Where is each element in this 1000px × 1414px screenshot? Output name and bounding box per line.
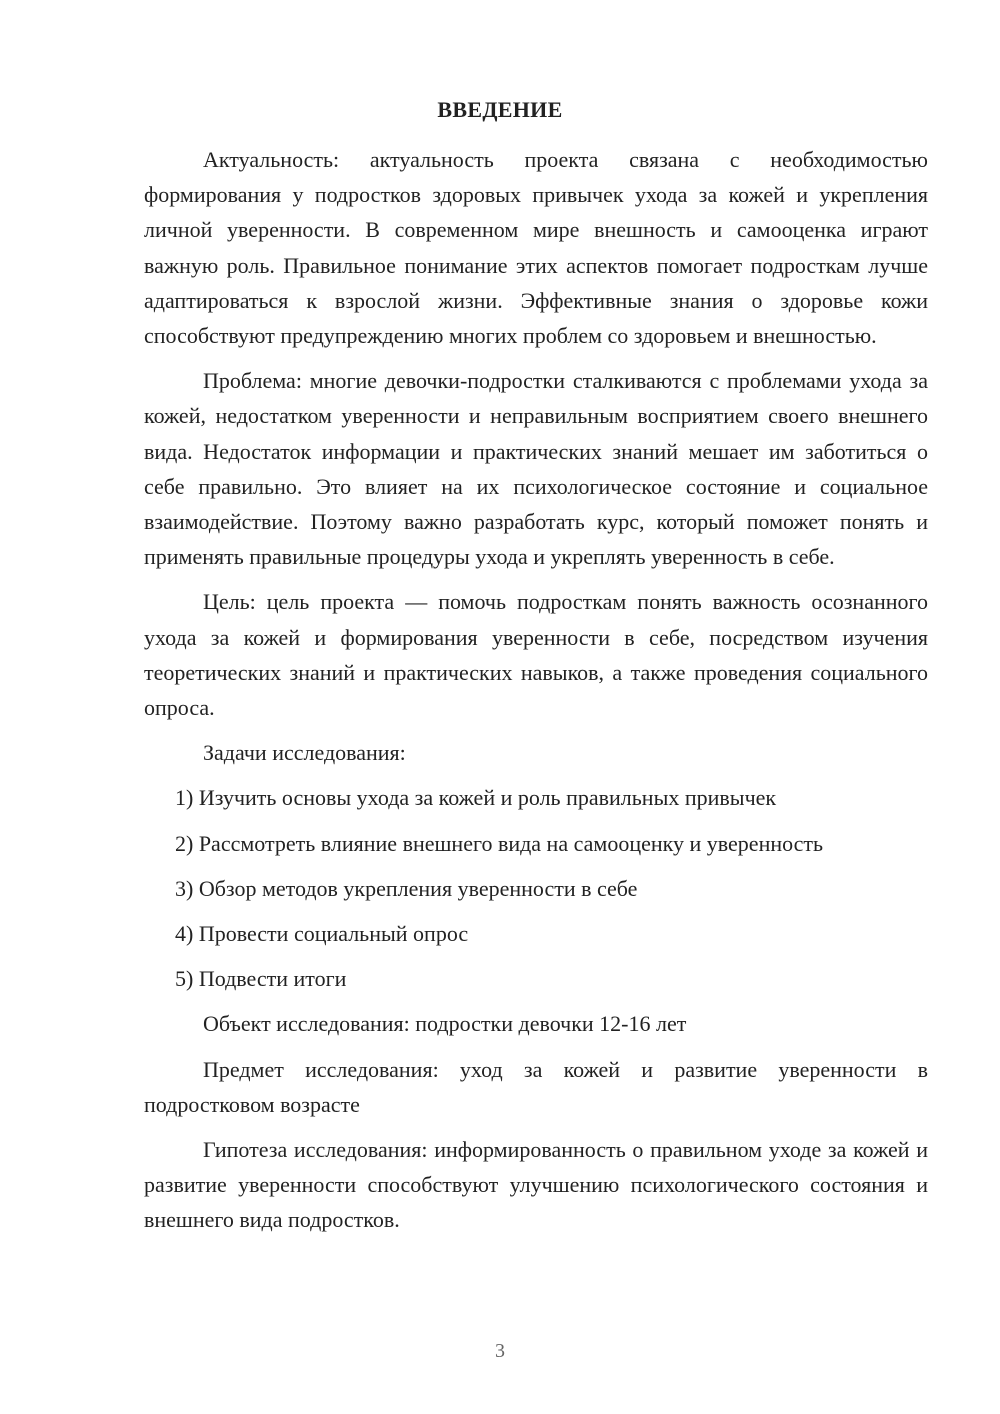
page-number: 3 <box>495 1340 505 1362</box>
problem-paragraph: Проблема: многие девочки-подростки сталкиваются с проблемами ухода за кожей, недостатком уверенности и неправильным восприятием своего внешнего вида. Недостаток информации и практических знаний мешает им заботиться о себе правильно. Это влияет на их психологическое состояние и социальное взаимодействие. Поэтому важно разработать курс, который поможет понять и применять правильные процедуры ухода и укреплять уверенность в себе. <box>144 368 928 570</box>
relevance-paragraph: Актуальность: актуальность проекта связана с необходимостью формирования у подростков здоровых привычек ухода за кожей и укрепления личной уверенности. В современном мире внешность и самооценка играют важную роль. Правильное понимание этих аспектов помогает подросткам лучше адаптироваться к взрослой жизни. Эффективные знания о здоровье кожи способствуют предупреждению многих проблем со здоровьем и внешностью. <box>144 147 928 349</box>
research-task-item: 5) Подвести итоги <box>175 966 347 992</box>
research-task-item: 1) Изучить основы ухода за кожей и роль правильных привычек <box>175 785 777 811</box>
research-task-item: 2) Рассмотреть влияние внешнего вида на самооценку и уверенность <box>175 830 824 856</box>
goal-paragraph: Цель: цель проекта — помочь подросткам понять важность осознанного ухода за кожей и формирования уверенности в себе, посредством изучения теоретических знаний и практических навыков, а также проведения социального опроса. <box>144 589 928 721</box>
tasks-heading: Задачи исследования: <box>203 740 406 766</box>
research-object: Объект исследования: подростки девочки 12-16 лет <box>203 1011 687 1037</box>
document-body <box>144 142 928 1248</box>
research-subject: Предмет исследования: уход за кожей и развитие уверенности в подростковом возрасте <box>144 1056 928 1117</box>
research-tasks-list <box>144 780 928 996</box>
section-title: ВВЕДЕНИЕ <box>437 97 563 122</box>
research-task-item: 3) Обзор методов укрепления уверенности в себе <box>175 875 638 901</box>
research-hypothesis: Гипотеза исследования: информированность о правильном уходе за кожей и развитие уверенности способствуют улучшению психологического состояния и внешнего вида подростков. <box>144 1137 928 1233</box>
research-task-item: 4) Провести социальный опрос <box>175 921 469 947</box>
